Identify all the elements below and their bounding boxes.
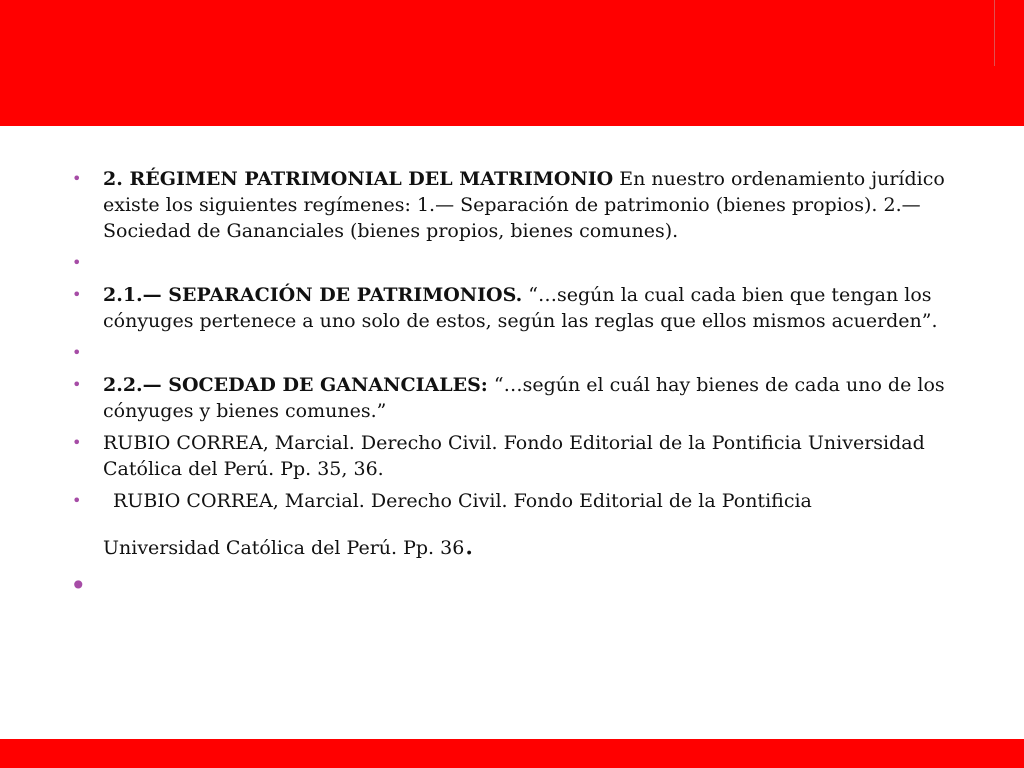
- bullet-text: “…según el cuál hay bienes de cada uno de los cónyuges y bienes comunes.”: [103, 374, 945, 422]
- empty-bullet-large: [70, 569, 970, 603]
- bullet-text: En nuestro ordenamiento jurídico existe los siguientes regímenes: 1.— Separación de patrimonio (bienes propios). 2.— Sociedad de Gananciales (bienes propios, bienes comunes).: [103, 168, 945, 242]
- header-band: [0, 0, 1024, 126]
- bullet-text: “…según la cual cada bien que tengan los cónyuges pertenece a uno solo de estos, según las reglas que ellos mismos acuerden”.: [103, 284, 938, 332]
- bullet-reference-2: [70, 488, 970, 561]
- bullet-dot-icon: •: [72, 343, 82, 362]
- bullet-heading: 2.2.— SOCEDAD DE GANANCIALES:: [103, 374, 488, 396]
- empty-bullet: [70, 250, 970, 276]
- reference-line-2-text: Universidad Católica del Perú. Pp. 36: [103, 537, 465, 559]
- bullet-dot-icon: •: [70, 569, 87, 602]
- reference-text: RUBIO CORREA, Marcial. Derecho Civil. Fondo Editorial de la Pontificia Universidad Católica del Perú. Pp. 35, 36.: [103, 432, 925, 480]
- bullet-dot-icon: •: [72, 253, 82, 272]
- bullet-heading: 2. RÉGIMEN PATRIMONIAL DEL MATRIMONIO: [103, 168, 614, 190]
- bullet-heading: 2.1.— SEPARACIÓN DE PATRIMONIOS.: [103, 284, 523, 306]
- reference-line-1: RUBIO CORREA, Marcial. Derecho Civil. Fondo Editorial de la Pontificia: [113, 490, 812, 512]
- bullet-separacion-patrimonios: [70, 282, 970, 334]
- bullet-reference-1: [70, 430, 970, 482]
- bullet-sociedad-gananciales: [70, 372, 970, 424]
- bullet-dot-icon: •: [72, 491, 82, 510]
- empty-bullet: [70, 340, 970, 366]
- bullet-regimen-patrimonial: [70, 166, 970, 244]
- reference-line-2: [103, 527, 970, 562]
- bullet-dot-icon: •: [72, 375, 82, 394]
- header-edge-line: [994, 0, 995, 66]
- footer-band: [0, 739, 1024, 768]
- bullet-dot-icon: •: [72, 285, 82, 304]
- bullet-dot-icon: •: [72, 433, 82, 452]
- slide-bullet-list: [70, 166, 970, 603]
- bullet-dot-icon: •: [72, 169, 82, 188]
- reference-end-period: .: [464, 527, 474, 562]
